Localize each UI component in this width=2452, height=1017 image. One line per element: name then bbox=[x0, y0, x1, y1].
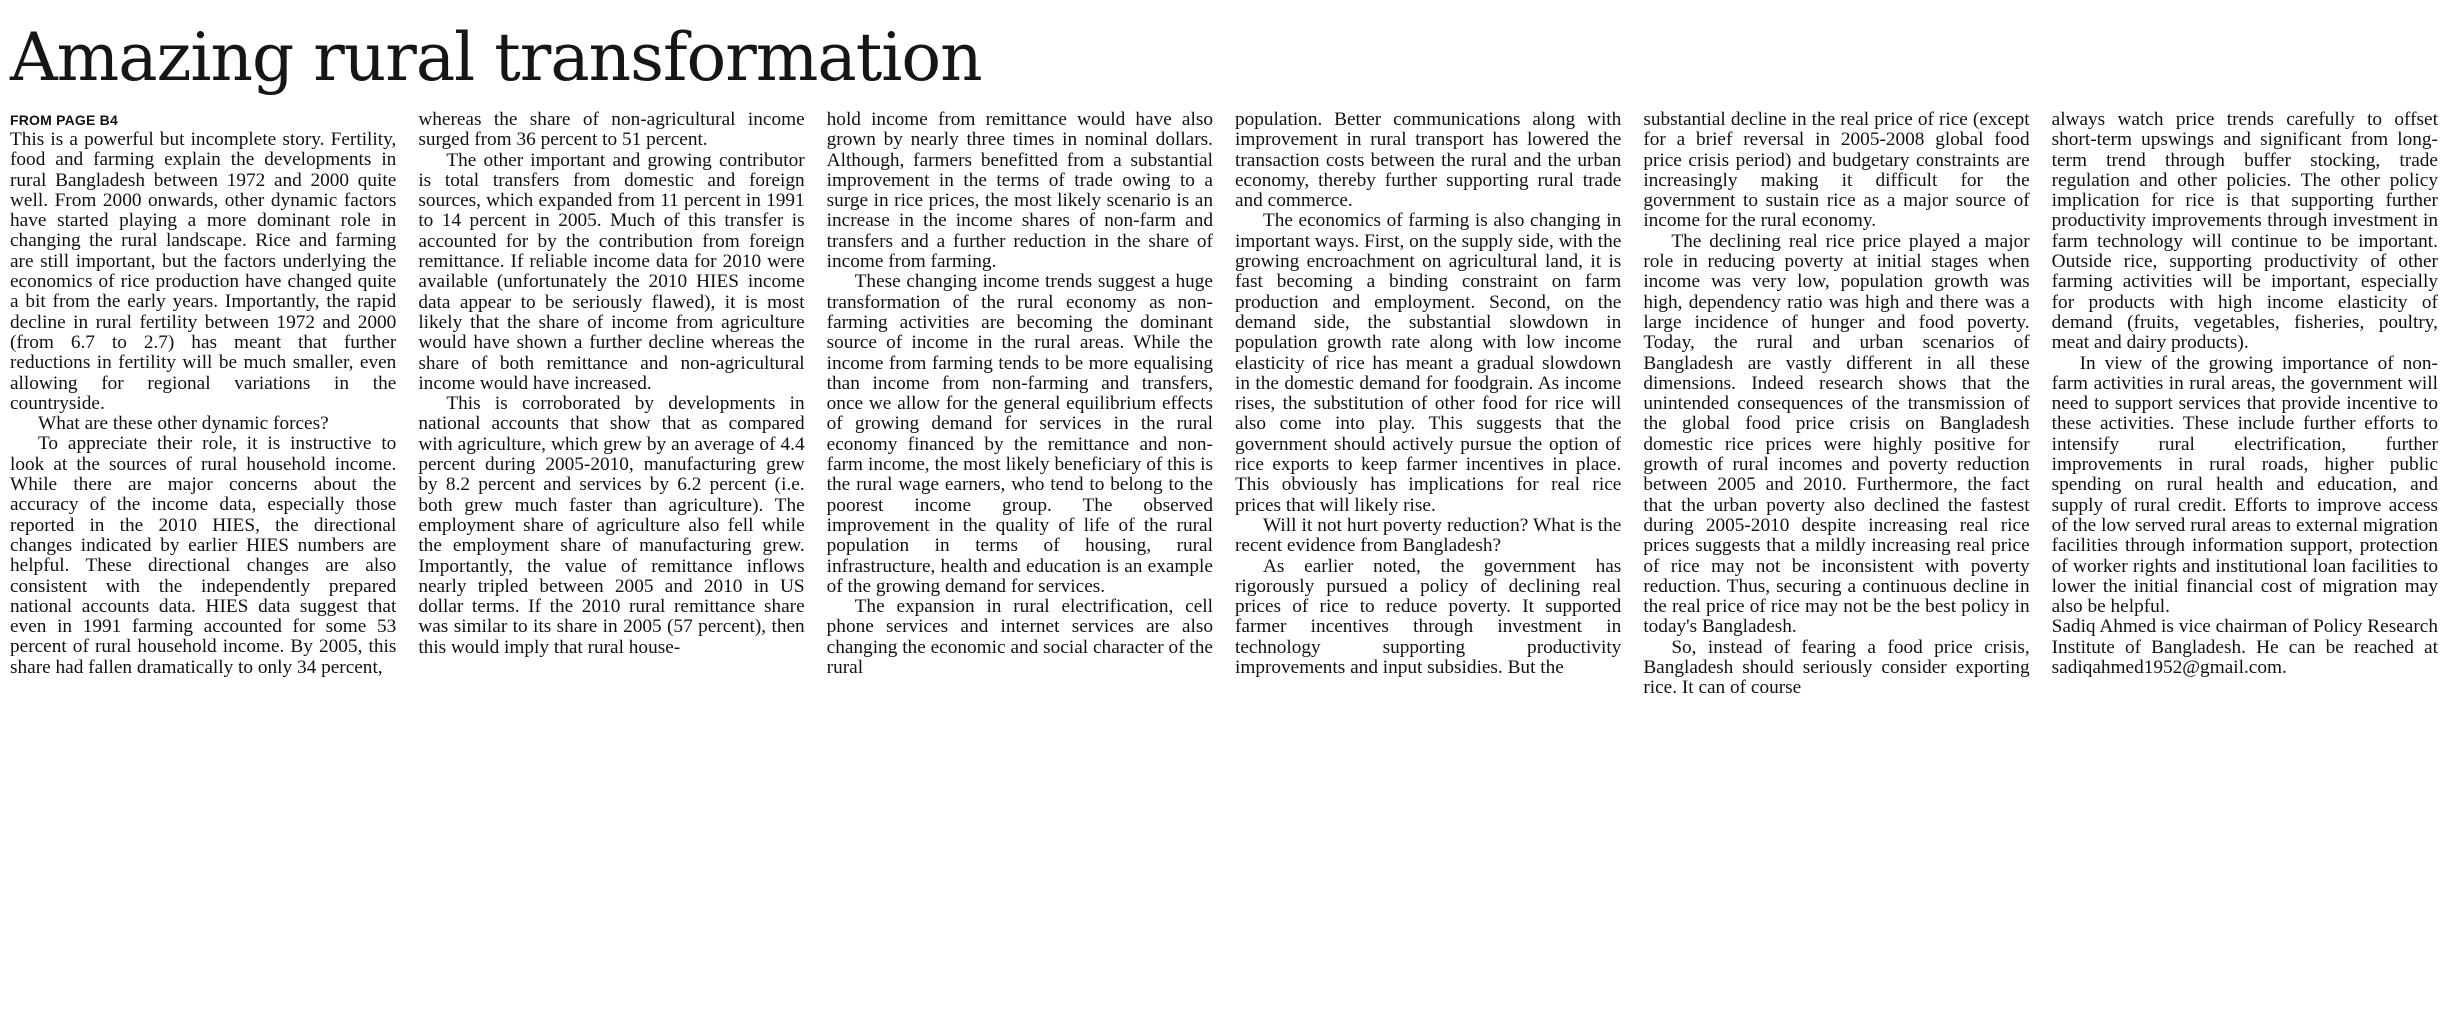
column-3 bbox=[827, 110, 1213, 1010]
paragraph: These changing income trends suggest a huge transformation of the rural economy as non-farming activities are becoming the dominant source of income in the rural areas. While the income from farming tends to be more equalising than income from non-farming and transfers, once we allow for the general equilibrium effects of growing demand for services in the rural economy financed by the remittance and non-farm income, the most likely beneficiary of this is the rural wage earners, who tend to belong to the poorest income group. The observed improvement in the quality of life of the rural population in terms of housing, rural infrastructure, health and education is an example of the growing demand for services. bbox=[826, 271, 1213, 597]
paragraph: Will it not hurt poverty reduction? What is the recent evidence from Bangladesh? bbox=[1234, 514, 1622, 557]
paragraph: The other important and growing contributor is total transfers from domestic and foreign sources, which expanded from 11 percent in 1991 to 14 percent in 2005. Much of this transfer is accounted for by the contribution from foreign remittance. If reliable income data for 2010 were available (unfortunately the 2010 HIES income data appear to be seriously flawed), it is most likely that the share of income from agriculture would have shown a further decline whereas the share of both remittance and non-agricultural income would have increased. bbox=[418, 149, 805, 394]
paragraph: To appreciate their role, it is instructive to look at the sources of rural household income. While there are major concerns about the accuracy of the income data, especially those reported in the 2010 HIES, the directional changes indicated by earlier HIES numbers are helpful. These directional changes are also consistent with the independently prepared national accounts data. HIES data suggest that even in 1991 farming accounted for some 53 percent of rural household income. By 2005, this share had fallen dramatically to only 34 percent, bbox=[10, 433, 397, 678]
paragraph: What are these other dynamic forces? bbox=[38, 413, 329, 435]
column-1 bbox=[10, 110, 396, 1010]
article-body bbox=[10, 110, 2438, 1010]
author-byline: Sadiq Ahmed is vice chairman of Policy Research Institute of Bangladesh. He can be reached at sadiqahmed1952@gmail.com. bbox=[2051, 616, 2438, 679]
column-5 bbox=[1643, 110, 2029, 1010]
paragraph: population. Better communications along with improvement in rural transport has lowered the transaction costs between the rural and the urban economy, thereby further supporting rural trade and commerce. bbox=[1234, 110, 1622, 212]
paragraph: The expansion in rural electrification, cell phone services and internet services are also changing the economic and social character of the rural bbox=[826, 596, 1213, 679]
paragraph: substantial decline in the real price of rice (except for a brief reversal in 2005-2008 global food price crisis period) and budgetary constraints are increasingly making it difficult for the government to sustain rice as a major source of income for the rural economy. bbox=[1643, 110, 2030, 232]
column-6 bbox=[2052, 110, 2438, 1010]
column-2 bbox=[418, 110, 804, 1010]
paragraph: hold income from remittance would have also grown by nearly three times in nominal dollars. Although, farmers benefitted from a substantial improvement in the terms of trade owing to a surge in rice prices, the most likely scenario is an increase in the income shares of non-farm and transfers and a further reduction in the share of income from farming. bbox=[826, 110, 1213, 273]
paragraph: In view of the growing importance of non-farm activities in rural areas, the government will need to support services that provide incentive to these activities. These include further efforts to intensify rural electrification, further improvements in rural roads, higher public spending on rural health and education, and supply of rural credit. Efforts to improve access of the low served rural areas to external migration facilities through information support, protection of worker rights and institutional loan facilities to lower the initial financial cost of migration may also be helpful. bbox=[2051, 352, 2438, 618]
paragraph: always watch price trends carefully to offset short-term upswings and significant from long-term trend through buffer stocking, trade regulation and other policies. The other policy implication for rice is that supporting further productivity improvements through investment in farm technology will continue to be important. Outside rice, supporting productivity of other farming activities will be important, especially for products with high income elasticity of demand (fruits, vegetables, fisheries, poultry, meat and dairy products). bbox=[2051, 110, 2438, 354]
paragraph: As earlier noted, the government has rigorously pursued a policy of declining real prices of rice to reduce poverty. It supported farmer incentives through investment in technology supporting productivity improvements and input subsidies. But the bbox=[1234, 555, 1622, 679]
page-reference: FROM PAGE B4 bbox=[10, 112, 118, 128]
paragraph: The declining real rice price played a major role in reducing poverty at initial stages when income was very low, population growth was high, dependency ratio was high and there was a large incidence of hunger and food poverty. Today, the rural and urban scenarios of Bangladesh are vastly different in all these dimensions. Indeed research shows that the unintended consequences of the transmission of the global food price crisis on Bangladesh domestic rice prices were highly positive for growth of rural incomes and poverty reduction between 2005 and 2010. Furthermore, the fact that the urban poverty also declined the fastest during 2005-2010 despite increasing real rice prices suggests that a mildly increasing real price of rice may not be inconsistent with poverty reduction. Thus, securing a continuous decline in the real price of rice may not be the best policy in today's Bangladesh. bbox=[1643, 230, 2030, 638]
paragraph: So, instead of fearing a food price crisis, Bangladesh should seriously consider exporting rice. It can of course bbox=[1643, 636, 2030, 699]
paragraph: This is corroborated by developments in national accounts that show that as compared with agriculture, which grew by an average of 4.4 percent during 2005-2010, manufacturing grew by 8.2 percent and services by 6.2 percent (i.e. both grew much faster than agriculture). The employment share of agriculture also fell while the employment share of manufacturing grew. Importantly, the value of remittance inflows nearly tripled between 2005 and 2010 in US dollar terms. If the 2010 rural remittance share was similar to its share in 2005 (57 percent), then this would imply that rural house- bbox=[418, 393, 805, 658]
column-4 bbox=[1235, 110, 1621, 1010]
paragraph: This is a powerful but incomplete story. Fertility, food and farming explain the developments in rural Bangladesh between 1972 and 2000 quite well. From 2000 onwards, other dynamic factors have started playing a more dominant role in changing the rural landscape. Rice and farming are still important, but the factors underlying the economics of rice production have changed quite a bit from the early years. Importantly, the rapid decline in rural fertility between 1972 and 2000 (from 6.7 to 2.7) has meant that further reductions in fertility will be much smaller, even allowing for regional variations in the countryside. bbox=[10, 129, 397, 414]
article-headline: Amazing rural transformation bbox=[10, 19, 982, 96]
paragraph: whereas the share of non-agricultural income surged from 36 percent to 51 percent. bbox=[418, 110, 805, 151]
paragraph: The economics of farming is also changing in important ways. First, on the supply side, with the growing encroachment on agricultural land, it is fast becoming a binding constraint on farm production and employment. Second, on the demand side, the substantial slowdown in population growth rate along with low income elasticity of rice has meant a gradual slowdown in the domestic demand for foodgrain. As income rises, the substitution of other food for rice will also come into play. This suggests that the government should actively pursue the option of rice exports to keep farmer incentives in place. This obviously has implications for real rice prices that will likely rise. bbox=[1234, 210, 1622, 516]
